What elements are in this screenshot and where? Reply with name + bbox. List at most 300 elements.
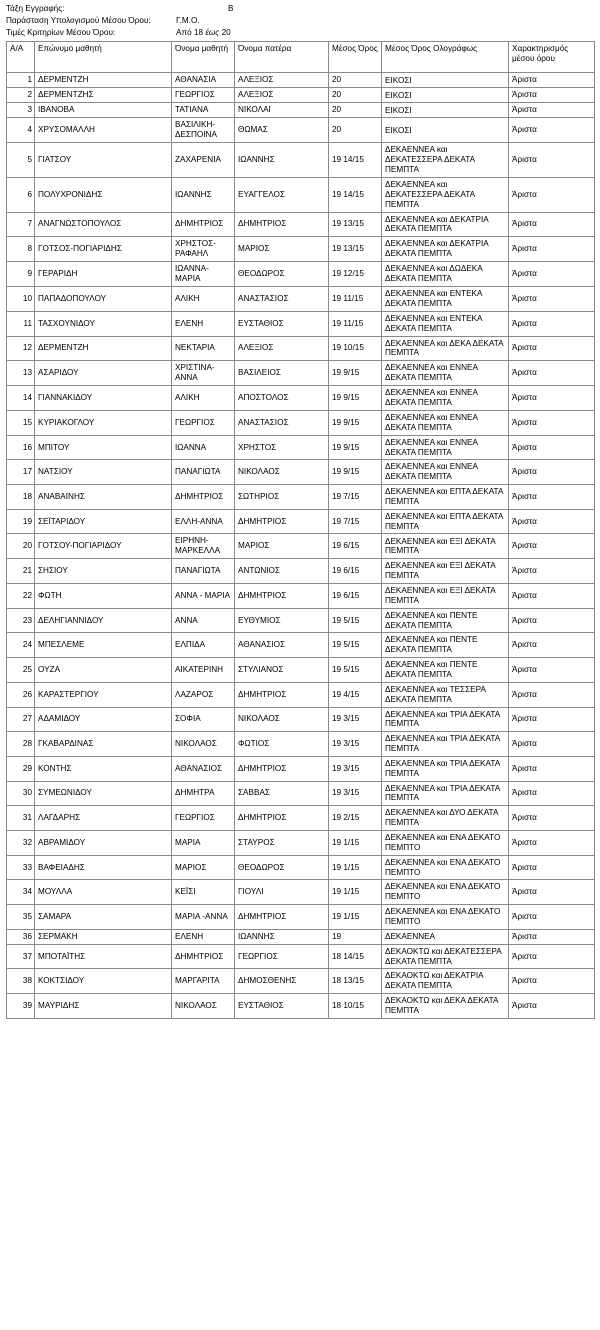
cell-father-name: ΜΑΡΙΟΣ <box>235 534 329 559</box>
cell-father-name: ΓΕΩΡΓΙΟΣ <box>235 944 329 969</box>
conjunction-kai: και <box>431 996 443 1006</box>
conjunction-kai: και <box>436 412 448 422</box>
conjunction-kai: και <box>436 487 448 497</box>
cell-average: 19 5/15 <box>329 658 382 683</box>
cell-characterization: Άριστα <box>509 118 595 143</box>
cell-average: 20 <box>329 88 382 103</box>
cell-average-words: ΕΙΚΟΣΙ <box>382 103 509 118</box>
cell-average: 19 6/15 <box>329 584 382 609</box>
table-row <box>7 143 595 178</box>
cell-first-name: ΓΕΩΡΓΙΟΣ <box>172 88 235 103</box>
table-row <box>7 262 595 287</box>
conjunction-kai: και <box>436 180 448 190</box>
cell-first-name: ΛΑΖΑΡΟΣ <box>172 682 235 707</box>
cell-father-name: ΕΥΣΤΑΘΙΟΣ <box>235 994 329 1019</box>
conjunction-kai: και <box>436 239 448 249</box>
conjunction-kai: και <box>436 783 448 793</box>
cell-characterization: Άριστα <box>509 969 595 994</box>
cell-characterization: Άριστα <box>509 633 595 658</box>
cell-aa: 2 <box>7 88 35 103</box>
cell-characterization: Άριστα <box>509 143 595 178</box>
cell-characterization: Άριστα <box>509 178 595 213</box>
cell-last-name: ΤΑΣΧΟΥΝΙΔΟΥ <box>35 311 172 336</box>
cell-average: 19 13/15 <box>329 212 382 237</box>
cell-average-words: ΔΕΚΑΕΝΝΕΑ και ΔΩΔΕΚΑ ΔΕΚΑΤΑ ΠΕΜΠΤΑ <box>382 262 509 287</box>
cell-first-name: ΚΕΪΣΙ <box>172 880 235 905</box>
cell-last-name: ΝΑΤΣΙΟΥ <box>35 460 172 485</box>
cell-average-words: ΔΕΚΑΕΝΝΕΑ και ΕΝΤΕΚΑ ΔΕΚΑΤΑ ΠΕΜΠΤΑ <box>382 287 509 312</box>
cell-father-name: ΣΑΒΒΑΣ <box>235 781 329 806</box>
cell-characterization: Άριστα <box>509 485 595 510</box>
cell-characterization: Άριστα <box>509 509 595 534</box>
table-row <box>7 410 595 435</box>
cell-last-name: ΜΟΥΛΛΑ <box>35 880 172 905</box>
cell-average-words: ΔΕΚΑΕΝΝΕΑ και ΔΕΚΑΤΕΣΣΕΡΑ ΔΕΚΑΤΑ ΠΕΜΠΤΑ <box>382 178 509 213</box>
table-row <box>7 460 595 485</box>
cell-average: 19 1/15 <box>329 830 382 855</box>
table-row <box>7 485 595 510</box>
cell-aa: 6 <box>7 178 35 213</box>
cell-father-name: ΑΝΑΣΤΑΣΙΟΣ <box>235 287 329 312</box>
formula-value: Γ.Μ.Ο. <box>176 15 200 25</box>
cell-average-words: ΕΙΚΟΣΙ <box>382 88 509 103</box>
cell-last-name: ΑΝΑΓΝΩΣΤΟΠΟΥΛΟΣ <box>35 212 172 237</box>
cell-father-name: ΔΗΜΟΣΘΕΝΗΣ <box>235 969 329 994</box>
cell-aa: 1 <box>7 73 35 88</box>
cell-characterization: Άριστα <box>509 756 595 781</box>
column-header-last-name: Επώνυμο μαθητή <box>35 42 172 73</box>
cell-father-name: ΝΙΚΟΛΑΙ <box>235 103 329 118</box>
cell-first-name: ΜΑΡΓΑΡΙΤΑ <box>172 969 235 994</box>
cell-last-name: ΑΔΑΜΙΔΟΥ <box>35 707 172 732</box>
conjunction-kai: και <box>436 264 448 274</box>
cell-average-words: ΔΕΚΑΕΝΝΕΑ και ΕΝΑ ΔΕΚΑΤΟ ΠΕΜΠΤΟ <box>382 830 509 855</box>
conjunction-kai: και <box>436 437 448 447</box>
document-metadata <box>6 4 594 39</box>
criteria-label: Τιμές Κριτηρίων Μέσου Όρου: <box>6 27 116 37</box>
cell-first-name: ΓΕΩΡΓΙΟΣ <box>172 806 235 831</box>
table-row <box>7 118 595 143</box>
cell-last-name: ΓΙΑΤΣΟΥ <box>35 143 172 178</box>
table-row <box>7 732 595 757</box>
cell-average-words: ΔΕΚΑΕΝΝΕΑ και ΕΝΝΕΑ ΔΕΚΑΤΑ ΠΕΜΠΤΑ <box>382 386 509 411</box>
conjunction-kai: και <box>436 289 448 299</box>
table-row <box>7 806 595 831</box>
cell-last-name: ΓΟΤΣΟΥ-ΠΟΓΙΑΡΙΔΟΥ <box>35 534 172 559</box>
table-row <box>7 88 595 103</box>
conjunction-kai: και <box>436 214 448 224</box>
cell-last-name: ΚΥΡΙΑΚΟΓΛΟΥ <box>35 410 172 435</box>
cell-average: 19 1/15 <box>329 905 382 930</box>
cell-average: 19 12/15 <box>329 262 382 287</box>
cell-characterization: Άριστα <box>509 88 595 103</box>
cell-father-name: ΔΗΜΗΤΡΙΟΣ <box>235 905 329 930</box>
cell-father-name: ΑΛΕΞΙΟΣ <box>235 88 329 103</box>
class-label: Τάξη Εγγραφής: <box>6 4 65 13</box>
cell-average: 19 <box>329 929 382 944</box>
cell-father-name: ΘΩΜΑΣ <box>235 118 329 143</box>
cell-first-name: ΧΡΗΣΤΟΣ-ΡΑΦΑΗΛ <box>172 237 235 262</box>
cell-aa: 37 <box>7 944 35 969</box>
table-row <box>7 969 595 994</box>
conjunction-kai: και <box>436 586 448 596</box>
conjunction-kai: και <box>431 971 443 981</box>
cell-average: 19 11/15 <box>329 287 382 312</box>
cell-aa: 9 <box>7 262 35 287</box>
table-row <box>7 311 595 336</box>
cell-average: 19 6/15 <box>329 534 382 559</box>
cell-last-name: ΓΟΤΣΟΣ-ΠΟΓΙΑΡΙΔΗΣ <box>35 237 172 262</box>
cell-aa: 5 <box>7 143 35 178</box>
class-value: Β <box>228 4 234 13</box>
cell-aa: 28 <box>7 732 35 757</box>
cell-father-name: ΔΗΜΗΤΡΙΟΣ <box>235 584 329 609</box>
cell-characterization: Άριστα <box>509 944 595 969</box>
conjunction-kai: και <box>436 511 448 521</box>
cell-aa: 26 <box>7 682 35 707</box>
cell-average-words: ΔΕΚΑΕΝΝΕΑ και ΕΝΑ ΔΕΚΑΤΟ ΠΕΜΠΤΟ <box>382 905 509 930</box>
cell-father-name: ΑΝΤΩΝΙΟΣ <box>235 559 329 584</box>
students-average-table <box>6 41 595 1018</box>
cell-first-name: ΑΘΑΝΑΣΙΟΣ <box>172 756 235 781</box>
cell-first-name: ΝΙΚΟΛΑΟΣ <box>172 732 235 757</box>
cell-characterization: Άριστα <box>509 410 595 435</box>
cell-father-name: ΙΩΑΝΝΗΣ <box>235 929 329 944</box>
column-header-aa: Α/Α <box>7 42 35 73</box>
table-row <box>7 435 595 460</box>
cell-average: 19 6/15 <box>329 559 382 584</box>
cell-average: 19 9/15 <box>329 410 382 435</box>
cell-aa: 31 <box>7 806 35 831</box>
cell-characterization: Άριστα <box>509 732 595 757</box>
table-row <box>7 584 595 609</box>
table-row <box>7 386 595 411</box>
cell-average: 20 <box>329 73 382 88</box>
cell-aa: 25 <box>7 658 35 683</box>
cell-average: 19 2/15 <box>329 806 382 831</box>
metadata-row-formula <box>6 16 594 28</box>
cell-last-name: ΟΥΖΑ <box>35 658 172 683</box>
conjunction-kai: και <box>431 946 443 956</box>
table-row <box>7 534 595 559</box>
conjunction-kai: και <box>436 660 448 670</box>
cell-aa: 12 <box>7 336 35 361</box>
cell-first-name: ΣΟΦΙΑ <box>172 707 235 732</box>
cell-father-name: ΘΕΟΔΩΡΟΣ <box>235 262 329 287</box>
cell-father-name: ΝΙΚΟΛΑΟΣ <box>235 460 329 485</box>
cell-last-name: ΑΣΑΡΙΔΟΥ <box>35 361 172 386</box>
table-row <box>7 830 595 855</box>
table-row <box>7 880 595 905</box>
criteria-value-prefix: Από 18 <box>176 27 206 37</box>
cell-last-name: ΜΠΟΤΑΪΤΗΣ <box>35 944 172 969</box>
cell-first-name: ΔΗΜΗΤΡΙΟΣ <box>172 944 235 969</box>
cell-father-name: ΔΗΜΗΤΡΙΟΣ <box>235 806 329 831</box>
cell-first-name: ΕΙΡΗΝΗ-ΜΑΡΚΕΛΛΑ <box>172 534 235 559</box>
cell-average: 19 4/15 <box>329 682 382 707</box>
column-header-average-words: Μέσος Όρος Ολογράφως <box>382 42 509 73</box>
column-header-first-name: Όνομα μαθητή <box>172 42 235 73</box>
cell-characterization: Άριστα <box>509 994 595 1019</box>
metadata-row-class <box>6 4 594 16</box>
cell-average-words: ΔΕΚΑΕΝΝΕΑ και ΕΠΤΑ ΔΕΚΑΤΑ ΠΕΜΠΤΑ <box>382 485 509 510</box>
cell-last-name: ΣΗΣΙΟΥ <box>35 559 172 584</box>
table-row <box>7 781 595 806</box>
cell-average: 20 <box>329 118 382 143</box>
cell-average-words: ΔΕΚΑΕΝΝΕΑ και ΤΡΙΑ ΔΕΚΑΤΑ ΠΕΜΠΤΑ <box>382 732 509 757</box>
conjunction-kai: και <box>436 561 448 571</box>
cell-last-name: ΚΟΚΤΣΙΔΟΥ <box>35 969 172 994</box>
cell-last-name: ΣΥΜΕΩΝΙΔΟΥ <box>35 781 172 806</box>
cell-aa: 14 <box>7 386 35 411</box>
table-header-row <box>7 42 595 73</box>
cell-characterization: Άριστα <box>509 212 595 237</box>
cell-father-name: ΕΥΑΓΓΕΛΟΣ <box>235 178 329 213</box>
cell-last-name: ΧΡΥΣΟΜΑΛΛΗ <box>35 118 172 143</box>
criteria-value-suffix: 20 <box>219 27 231 37</box>
conjunction-kai: και <box>436 907 448 917</box>
cell-first-name: ΕΛΠΙΔΑ <box>172 633 235 658</box>
cell-father-name: ΕΥΘΥΜΙΟΣ <box>235 608 329 633</box>
conjunction-kai: και <box>436 338 448 348</box>
conjunction-kai: και <box>436 388 448 398</box>
table-row <box>7 103 595 118</box>
conjunction-kai: και <box>436 363 448 373</box>
cell-aa: 32 <box>7 830 35 855</box>
cell-average: 19 1/15 <box>329 855 382 880</box>
cell-average-words: ΔΕΚΑΕΝΝΕΑ και ΕΝΑ ΔΕΚΑΤΟ ΠΕΜΠΤΟ <box>382 880 509 905</box>
conjunction-kai: και <box>436 635 448 645</box>
conjunction-kai: και <box>436 145 448 155</box>
cell-aa: 8 <box>7 237 35 262</box>
table-row <box>7 994 595 1019</box>
cell-average-words: ΔΕΚΑΕΝΝΕΑ <box>382 929 509 944</box>
cell-characterization: Άριστα <box>509 361 595 386</box>
conjunction-kai: και <box>436 462 448 472</box>
cell-last-name: ΛΑΓΔΑΡΗΣ <box>35 806 172 831</box>
cell-last-name: ΔΕΡΜΕΝΤΖΗ <box>35 73 172 88</box>
cell-first-name: ΤΑΤΙΑΝΑ <box>172 103 235 118</box>
cell-aa: 10 <box>7 287 35 312</box>
table-row <box>7 287 595 312</box>
table-row <box>7 756 595 781</box>
cell-average-words: ΔΕΚΑΕΝΝΕΑ και ΕΝΝΕΑ ΔΕΚΑΤΑ ΠΕΜΠΤΑ <box>382 361 509 386</box>
cell-first-name: ΒΑΣΙΛΙΚΗ-ΔΕΣΠΟΙΝΑ <box>172 118 235 143</box>
cell-father-name: ΔΗΜΗΤΡΙΟΣ <box>235 212 329 237</box>
cell-father-name: ΣΤΑΥΡΟΣ <box>235 830 329 855</box>
cell-father-name: ΘΕΟΔΩΡΟΣ <box>235 855 329 880</box>
cell-characterization: Άριστα <box>509 311 595 336</box>
cell-aa: 21 <box>7 559 35 584</box>
table-row <box>7 633 595 658</box>
table-row <box>7 509 595 534</box>
cell-aa: 20 <box>7 534 35 559</box>
cell-last-name: ΔΕΛΗΓΙΑΝΝΙΔΟΥ <box>35 608 172 633</box>
cell-aa: 33 <box>7 855 35 880</box>
cell-average-words: ΔΕΚΑΕΝΝΕΑ και ΕΞΙ ΔΕΚΑΤΑ ΠΕΜΠΤΑ <box>382 584 509 609</box>
cell-aa: 34 <box>7 880 35 905</box>
cell-characterization: Άριστα <box>509 534 595 559</box>
table-row <box>7 707 595 732</box>
cell-average: 19 9/15 <box>329 361 382 386</box>
cell-father-name: ΙΩΑΝΝΗΣ <box>235 143 329 178</box>
cell-first-name: ΓΕΩΡΓΙΟΣ <box>172 410 235 435</box>
cell-first-name: ΑΛΙΚΗ <box>172 287 235 312</box>
table-row <box>7 658 595 683</box>
table-row <box>7 682 595 707</box>
table-row <box>7 905 595 930</box>
cell-characterization: Άριστα <box>509 929 595 944</box>
cell-characterization: Άριστα <box>509 806 595 831</box>
conjunction-kai: και <box>436 709 448 719</box>
cell-first-name: ΙΩΑΝΝΗΣ <box>172 178 235 213</box>
cell-aa: 39 <box>7 994 35 1019</box>
cell-aa: 36 <box>7 929 35 944</box>
criteria-value <box>176 28 594 40</box>
cell-average-words: ΔΕΚΑΕΝΝΕΑ και ΔΥΟ ΔΕΚΑΤΑ ΠΕΜΠΤΑ <box>382 806 509 831</box>
cell-average: 19 3/15 <box>329 732 382 757</box>
cell-characterization: Άριστα <box>509 262 595 287</box>
cell-first-name: ΔΗΜΗΤΡΑ <box>172 781 235 806</box>
cell-characterization: Άριστα <box>509 880 595 905</box>
cell-first-name: ΑΙΚΑΤΕΡΙΝΗ <box>172 658 235 683</box>
cell-average-words: ΔΕΚΑΕΝΝΕΑ και ΠΕΝΤΕ ΔΕΚΑΤΑ ΠΕΜΠΤΑ <box>382 658 509 683</box>
cell-average: 19 9/15 <box>329 386 382 411</box>
cell-father-name: ΣΩΤΗΡΙΟΣ <box>235 485 329 510</box>
criteria-value-mid: έως <box>205 27 220 37</box>
cell-father-name: ΔΗΜΗΤΡΙΟΣ <box>235 682 329 707</box>
cell-characterization: Άριστα <box>509 682 595 707</box>
cell-first-name: ΔΗΜΗΤΡΙΟΣ <box>172 485 235 510</box>
table-row <box>7 73 595 88</box>
cell-aa: 23 <box>7 608 35 633</box>
cell-aa: 4 <box>7 118 35 143</box>
cell-first-name: ΑΝΝΑ <box>172 608 235 633</box>
cell-aa: 38 <box>7 969 35 994</box>
cell-first-name: ΙΩΑΝΝΑ-ΜΑΡΙΑ <box>172 262 235 287</box>
cell-last-name: ΓΙΑΝΝΑΚΙΔΟΥ <box>35 386 172 411</box>
cell-aa: 30 <box>7 781 35 806</box>
cell-average-words: ΔΕΚΑΕΝΝΕΑ και ΕΝΤΕΚΑ ΔΕΚΑΤΑ ΠΕΜΠΤΑ <box>382 311 509 336</box>
table-row <box>7 608 595 633</box>
cell-aa: 29 <box>7 756 35 781</box>
cell-first-name: ΔΗΜΗΤΡΙΟΣ <box>172 212 235 237</box>
cell-father-name: ΑΝΑΣΤΑΣΙΟΣ <box>235 410 329 435</box>
cell-characterization: Άριστα <box>509 855 595 880</box>
cell-last-name: ΑΝΑΒΑΙΝΗΣ <box>35 485 172 510</box>
cell-last-name: ΓΕΡΑΡΙΔΗ <box>35 262 172 287</box>
cell-characterization: Άριστα <box>509 658 595 683</box>
cell-average-words: ΔΕΚΑΕΝΝΕΑ και ΕΞΙ ΔΕΚΑΤΑ ΠΕΜΠΤΑ <box>382 559 509 584</box>
cell-average: 18 13/15 <box>329 969 382 994</box>
cell-average-words: ΔΕΚΑΕΝΝΕΑ και ΕΝΑ ΔΕΚΑΤΟ ΠΕΜΠΤΟ <box>382 855 509 880</box>
cell-father-name: ΧΡΗΣΤΟΣ <box>235 435 329 460</box>
cell-average-words: ΔΕΚΑΕΝΝΕΑ και ΤΡΙΑ ΔΕΚΑΤΑ ΠΕΜΠΤΑ <box>382 781 509 806</box>
cell-father-name: ΑΘΑΝΑΣΙΟΣ <box>235 633 329 658</box>
cell-first-name: ΙΩΑΝΝΑ <box>172 435 235 460</box>
cell-average-words: ΔΕΚΑΕΝΝΕΑ και ΕΝΝΕΑ ΔΕΚΑΤΑ ΠΕΜΠΤΑ <box>382 460 509 485</box>
cell-average-words: ΔΕΚΑΕΝΝΕΑ και ΕΠΤΑ ΔΕΚΑΤΑ ΠΕΜΠΤΑ <box>382 509 509 534</box>
cell-characterization: Άριστα <box>509 73 595 88</box>
cell-aa: 27 <box>7 707 35 732</box>
cell-last-name: ΙΒΑΝΟΒΑ <box>35 103 172 118</box>
cell-last-name: ΣΕΡΜΑΚΗ <box>35 929 172 944</box>
cell-last-name: ΦΩΤΗ <box>35 584 172 609</box>
conjunction-kai: και <box>436 758 448 768</box>
cell-aa: 17 <box>7 460 35 485</box>
cell-first-name: ΠΑΝΑΓΙΩΤΑ <box>172 559 235 584</box>
cell-characterization: Άριστα <box>509 781 595 806</box>
cell-father-name: ΔΗΜΗΤΡΙΟΣ <box>235 509 329 534</box>
cell-last-name: ΣΕΪΤΑΡΙΔΟΥ <box>35 509 172 534</box>
cell-average-words: ΔΕΚΑΕΝΝΕΑ και ΕΝΝΕΑ ΔΕΚΑΤΑ ΠΕΜΠΤΑ <box>382 410 509 435</box>
conjunction-kai: και <box>436 313 448 323</box>
conjunction-kai: και <box>436 610 448 620</box>
metadata-row-criteria <box>6 28 594 40</box>
cell-characterization: Άριστα <box>509 608 595 633</box>
cell-average: 19 1/15 <box>329 880 382 905</box>
cell-aa: 15 <box>7 410 35 435</box>
cell-first-name: ΧΡΙΣΤΙΝΑ-ΑΝΝΑ <box>172 361 235 386</box>
cell-average: 19 14/15 <box>329 143 382 178</box>
cell-characterization: Άριστα <box>509 287 595 312</box>
cell-father-name: ΜΑΡΙΟΣ <box>235 237 329 262</box>
cell-aa: 35 <box>7 905 35 930</box>
cell-last-name: ΚΟΝΤΗΣ <box>35 756 172 781</box>
cell-average: 19 10/15 <box>329 336 382 361</box>
cell-last-name: ΚΑΡΑΣΤΕΡΓΙΟΥ <box>35 682 172 707</box>
cell-last-name: ΓΚΑΒΑΡΔΙΝΑΣ <box>35 732 172 757</box>
cell-last-name: ΜΠΕΣΛΕΜΕ <box>35 633 172 658</box>
table-row <box>7 559 595 584</box>
cell-father-name: ΑΠΟΣΤΟΛΟΣ <box>235 386 329 411</box>
cell-father-name: ΑΛΕΞΙΟΣ <box>235 73 329 88</box>
cell-average: 19 5/15 <box>329 608 382 633</box>
table-row <box>7 944 595 969</box>
conjunction-kai: και <box>436 857 448 867</box>
cell-average-words: ΔΕΚΑΕΝΝΕΑ και ΔΕΚΑ ΔΕΚΑΤΑ ΠΕΜΠΤΑ <box>382 336 509 361</box>
conjunction-kai: και <box>436 832 448 842</box>
cell-characterization: Άριστα <box>509 707 595 732</box>
table-row <box>7 212 595 237</box>
cell-aa: 7 <box>7 212 35 237</box>
cell-characterization: Άριστα <box>509 460 595 485</box>
cell-characterization: Άριστα <box>509 336 595 361</box>
cell-last-name: ΠΟΛΥΧΡΟΝΙΔΗΣ <box>35 178 172 213</box>
table-row <box>7 237 595 262</box>
cell-father-name: ΦΩΤΙΟΣ <box>235 732 329 757</box>
cell-characterization: Άριστα <box>509 905 595 930</box>
table-body <box>7 73 595 1018</box>
cell-father-name: ΑΛΕΞΙΟΣ <box>235 336 329 361</box>
cell-average: 18 14/15 <box>329 944 382 969</box>
cell-average: 19 7/15 <box>329 485 382 510</box>
cell-first-name: ΜΑΡΙΑ <box>172 830 235 855</box>
cell-father-name: ΝΙΚΟΛΑΟΣ <box>235 707 329 732</box>
table-row <box>7 336 595 361</box>
cell-average: 19 3/15 <box>329 707 382 732</box>
cell-average-words: ΕΙΚΟΣΙ <box>382 73 509 88</box>
formula-label: Παράσταση Υπολογισμού Μέσου Όρου: <box>6 15 151 25</box>
cell-average: 19 3/15 <box>329 781 382 806</box>
cell-father-name: ΕΥΣΤΑΘΙΟΣ <box>235 311 329 336</box>
cell-average: 19 3/15 <box>329 756 382 781</box>
cell-first-name: ΝΕΚΤΑΡΙΑ <box>172 336 235 361</box>
table-row <box>7 178 595 213</box>
cell-first-name: ΖΑΧΑΡΕΝΙΑ <box>172 143 235 178</box>
cell-father-name: ΒΑΣΙΛΕΙΟΣ <box>235 361 329 386</box>
cell-average-words: ΔΕΚΑΟΚΤΩ και ΔΕΚΑ ΔΕΚΑΤΑ ΠΕΜΠΤΑ <box>382 994 509 1019</box>
